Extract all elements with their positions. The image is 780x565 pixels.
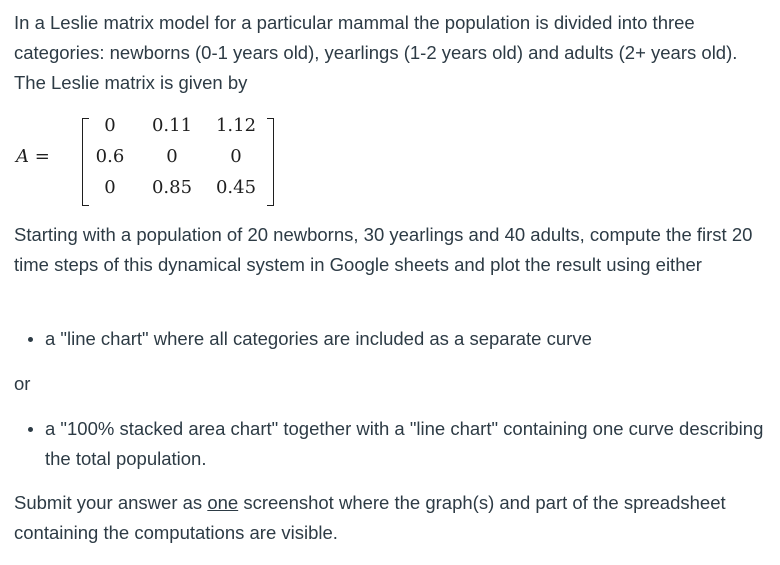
matrix-cell: 0 (166, 146, 178, 167)
option-text: a "line chart" where all categories are included as a separate curve (45, 328, 592, 349)
matrix-cell: 0.45 (215, 177, 257, 198)
matrix-cell: 0 (104, 115, 116, 136)
matrix-label (16, 146, 50, 167)
submit-emphasis: one (207, 492, 239, 513)
matrix-symbol: A (16, 146, 29, 167)
intro-paragraph: In a Leslie matrix model for a particular mammal the population is divided into three categories: newborns (0-1 years old), yearlings (1-2 years old) and adults (2+ years old). The Leslie matrix is given by (14, 12, 738, 93)
submit-text-end: screenshot where the graph(s) and part of the spreadsheet containing the computations are visible. (14, 492, 726, 543)
matrix-cell: 0 (230, 146, 242, 167)
bullet-icon (28, 427, 33, 432)
matrix-cell: 0.85 (151, 177, 193, 198)
task-paragraph: Starting with a population of 20 newborns, 30 yearlings and 40 adults, compute the first 20 time steps of this dynamical system in Google sheets and plot the result using either (14, 224, 753, 275)
right-bracket (267, 118, 274, 206)
submit-paragraph (14, 488, 770, 548)
submit-text-start: Submit your answer as (14, 492, 208, 513)
equals-sign: = (34, 146, 50, 167)
matrix-cell: 0 (104, 177, 116, 198)
or-label: or (14, 373, 31, 394)
bullet-icon (28, 337, 33, 342)
matrix-cell: 0.6 (95, 146, 125, 167)
option-text: a "100% stacked area chart" together with a "line chart" containing one curve describing the total population. (45, 418, 764, 469)
matrix-cell: 1.12 (215, 115, 257, 136)
matrix-cell: 0.11 (151, 115, 193, 136)
